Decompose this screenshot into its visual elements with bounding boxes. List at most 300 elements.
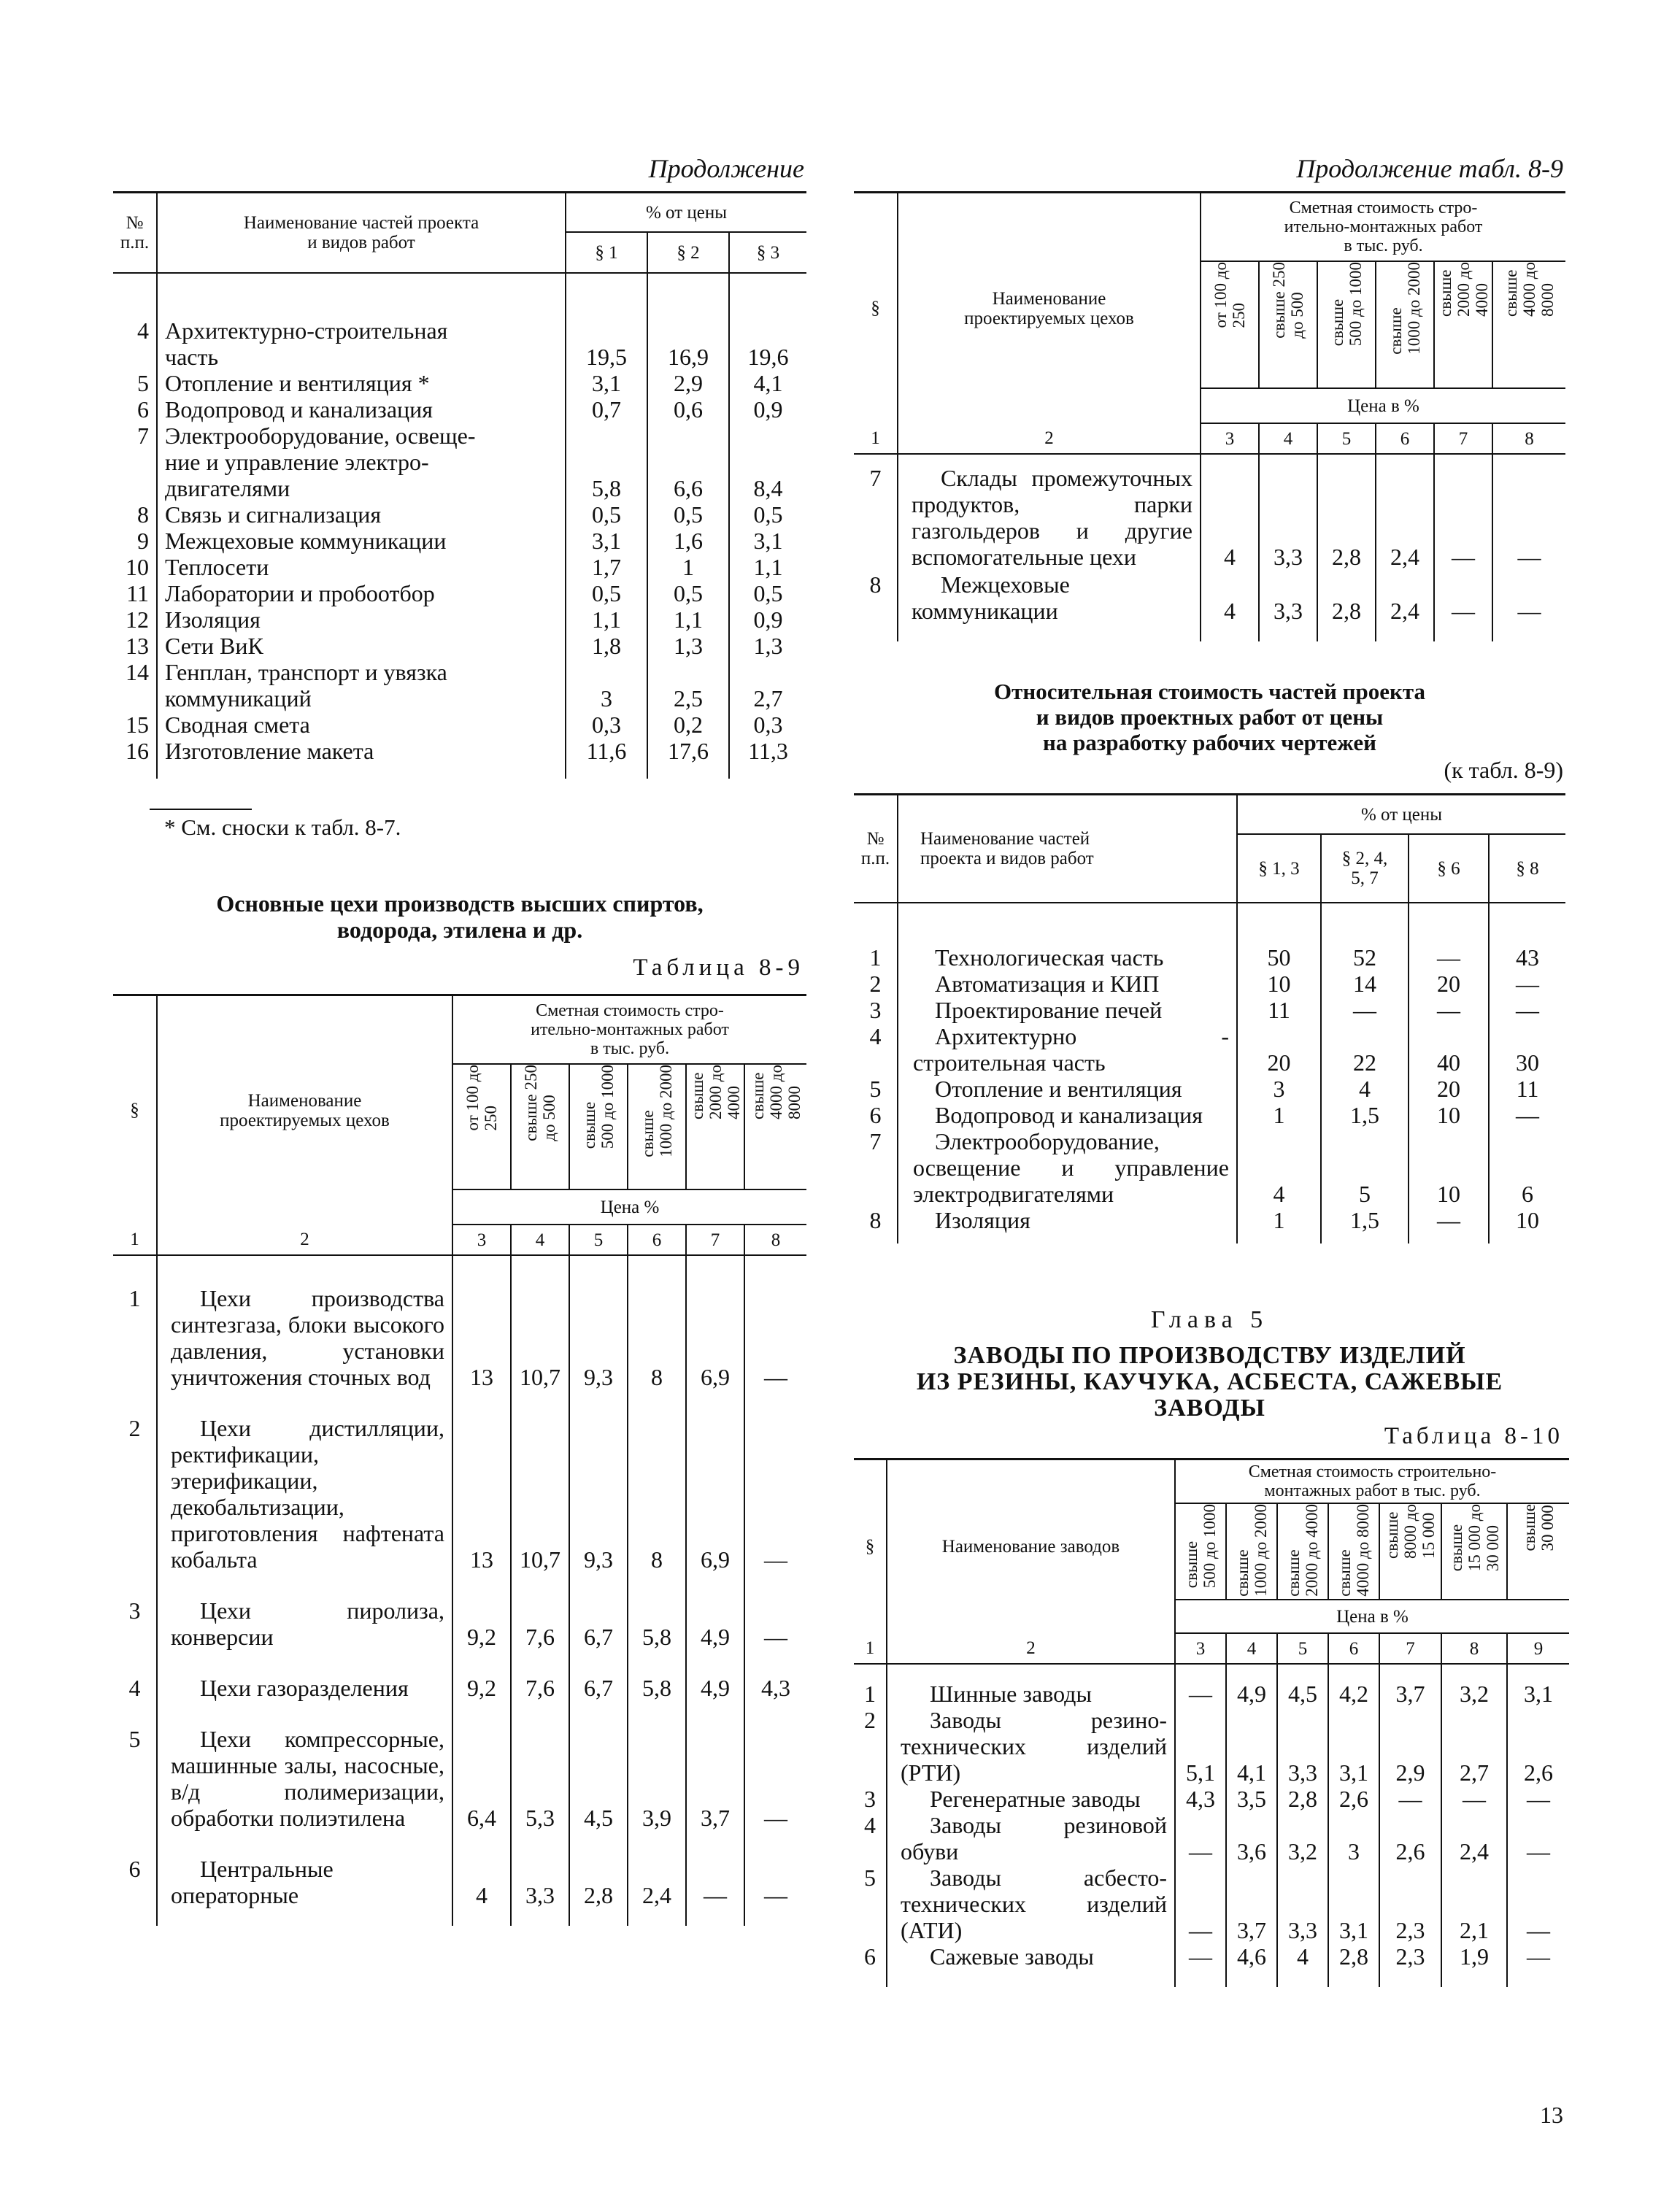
header-c7: свыше 2000 до 4000	[1436, 262, 1491, 317]
header-c4: свыше 1000 до 2000	[1233, 1504, 1270, 1597]
header-price: Цена в %	[1175, 1600, 1569, 1633]
table-row	[113, 501, 806, 528]
value-cell: 19,5	[566, 317, 647, 370]
row-name: Водопровод и канализация	[157, 396, 566, 423]
value-cell: 2,6	[1379, 1812, 1441, 1865]
table-row	[854, 1812, 1569, 1865]
value-cell: 3,7	[686, 1726, 744, 1831]
row-name: Генплан, транспорт и увязка коммуникаций	[157, 659, 566, 712]
column-number: 9	[1507, 1633, 1569, 1664]
value-cell: 2,3	[1379, 1943, 1441, 1970]
table-row	[854, 1681, 1569, 1707]
value-cell: 4,9	[686, 1675, 744, 1701]
row-number: 6	[128, 1856, 141, 1882]
value-cell: 4,1	[1226, 1707, 1277, 1786]
value-cell: 1,1	[729, 554, 806, 580]
value-cell: —	[1321, 997, 1409, 1023]
value-cell: 0,9	[729, 606, 806, 633]
value-cell: 3,3	[1259, 465, 1317, 570]
header-c4: свыше 250 до 500	[522, 1065, 558, 1141]
table-row	[113, 738, 806, 764]
header-c3: свыше 500 до 1000	[1182, 1504, 1219, 1589]
value-cell: 30	[1489, 1023, 1565, 1076]
value-cell: 4	[1201, 465, 1259, 570]
value-cell: 1,1	[566, 606, 647, 633]
value-cell: 14	[1321, 971, 1409, 997]
column-number: 5	[1317, 423, 1376, 454]
header-sec: §	[865, 1537, 875, 1557]
value-cell: 1,6	[647, 528, 729, 554]
table-row	[854, 1207, 1565, 1233]
value-cell: 5	[1321, 1128, 1409, 1207]
row-number: 4	[869, 1023, 882, 1049]
value-cell: 0,3	[729, 712, 806, 738]
value-cell: —	[1434, 465, 1492, 570]
column-number: 3	[452, 1225, 511, 1255]
table-row	[113, 370, 806, 396]
value-cell: —	[1507, 1786, 1569, 1812]
row-name: Шинные заводы	[887, 1681, 1175, 1707]
value-cell: 1	[1237, 1102, 1321, 1128]
value-cell: 22	[1321, 1023, 1409, 1076]
row-number: 2	[869, 971, 882, 997]
value-cell: 9,3	[569, 1415, 628, 1573]
value-cell: —	[1507, 1812, 1569, 1865]
value-cell: 1,3	[729, 633, 806, 659]
page-number: 13	[1540, 2102, 1563, 2128]
row-number: 2	[864, 1707, 876, 1733]
row-number: 8	[869, 1207, 882, 1233]
value-cell: 20	[1409, 971, 1489, 997]
table-8-10-label: Таблица 8-10	[1384, 1423, 1563, 1449]
value-cell: 0,5	[729, 580, 806, 606]
value-cell: 9,2	[452, 1675, 511, 1701]
header-c6: свыше 1000 до 2000	[639, 1065, 675, 1157]
value-cell: —	[1175, 1865, 1226, 1943]
row-number: 7	[869, 465, 882, 491]
row-name: Отопление и вентиляция	[898, 1076, 1237, 1102]
footnote: * См. сноски к табл. 8-7.	[164, 814, 401, 840]
header-c5: свыше 2000 до 4000	[1284, 1504, 1321, 1597]
table-row	[113, 1726, 806, 1831]
value-cell: 2,4	[1376, 465, 1434, 570]
header-name: Наименование частей проекта и видов работ	[898, 795, 1237, 903]
table-row	[854, 944, 1565, 971]
value-cell: 11	[1237, 997, 1321, 1023]
header-name: Наименование частей проекта и видов работ	[157, 193, 566, 273]
row-name: Архитектурно-строительная часть	[157, 317, 566, 370]
value-cell: —	[1489, 1102, 1565, 1128]
row-number: 5	[864, 1865, 876, 1891]
value-cell: 3,6	[1226, 1812, 1277, 1865]
value-cell: 6	[1489, 1128, 1565, 1207]
value-cell: 0,5	[647, 580, 729, 606]
table-row	[113, 580, 806, 606]
table-8-10	[854, 1460, 1569, 1987]
value-cell: 7,6	[511, 1675, 569, 1701]
header-c9: свыше 30 000	[1520, 1504, 1557, 1551]
value-cell: 2,6	[1507, 1707, 1569, 1786]
header-c5: свыше 500 до 1000	[1328, 262, 1365, 347]
value-cell: 2,9	[647, 370, 729, 396]
row-number: 1	[864, 1681, 876, 1707]
value-cell: 4	[1321, 1076, 1409, 1102]
row-name: Сети ВиК	[157, 633, 566, 659]
value-cell: 3	[1237, 1076, 1321, 1102]
value-cell: —	[1175, 1812, 1226, 1865]
header-p3: § 3	[729, 232, 806, 273]
value-cell: —	[744, 1726, 806, 1831]
value-cell: 2,4	[628, 1856, 686, 1908]
value-cell: 4,1	[729, 370, 806, 396]
row-number: 4	[864, 1812, 876, 1838]
value-cell: 4	[1237, 1128, 1321, 1207]
value-cell: 7,6	[511, 1597, 569, 1650]
row-number: 7	[869, 1128, 882, 1154]
row-name: Цехи производства синтезгаза, блоки высокого давления, установки уничтожения сточных вод	[157, 1285, 452, 1390]
value-cell: 0,5	[566, 580, 647, 606]
column-number: 7	[1434, 423, 1492, 454]
value-cell: 3,1	[1507, 1681, 1569, 1707]
value-cell: 4	[1277, 1943, 1328, 1970]
row-name: Заводы асбесто-технических изделий (АТИ)	[887, 1865, 1175, 1943]
row-name: Изоляция	[898, 1207, 1237, 1233]
column-number: 6	[1328, 1633, 1379, 1664]
value-cell: —	[744, 1415, 806, 1573]
column-number: 4	[1226, 1633, 1277, 1664]
value-cell: 2,5	[647, 659, 729, 712]
value-cell: —	[1492, 465, 1565, 570]
row-name: Межцеховые коммуникации	[898, 571, 1201, 624]
row-name: Электрооборудование, освещение и управление электродвигателями	[898, 1128, 1237, 1207]
row-number: 5	[128, 1726, 141, 1752]
value-cell: 8,4	[729, 423, 806, 501]
table-row	[854, 1786, 1569, 1812]
value-cell: 4,5	[569, 1726, 628, 1831]
value-cell: 3,9	[628, 1726, 686, 1831]
value-cell: 20	[1409, 1076, 1489, 1102]
value-cell: —	[1489, 971, 1565, 997]
column-number: 8	[744, 1225, 806, 1255]
value-cell: 0,5	[729, 501, 806, 528]
table-row	[113, 1597, 806, 1650]
value-cell: 3,7	[1226, 1865, 1277, 1943]
row-number: 6	[864, 1943, 876, 1970]
value-cell: 11,6	[566, 738, 647, 764]
value-cell: 19,6	[729, 317, 806, 370]
row-name: Цехи дистилляции, ректификации, этерификации, декобальтизации, приготовления нафтената кобальта	[157, 1415, 452, 1573]
value-cell: —	[1507, 1865, 1569, 1943]
row-number: 4	[128, 1675, 141, 1701]
row-number: 7	[137, 423, 149, 449]
table-8-9-label: Таблица 8-9	[633, 955, 804, 981]
value-cell: 0,7	[566, 396, 647, 423]
row-name: Межцеховые коммуникации	[157, 528, 566, 554]
column-number: 6	[628, 1225, 686, 1255]
value-cell: —	[1379, 1786, 1441, 1812]
value-cell: 2,8	[569, 1856, 628, 1908]
value-cell: 4,5	[1277, 1681, 1328, 1707]
row-number: 11	[126, 580, 149, 606]
row-number: 13	[126, 633, 149, 659]
value-cell: 4,9	[686, 1597, 744, 1650]
row-name: Отопление и вентиляция *	[157, 370, 566, 396]
row-number: 3	[869, 997, 882, 1023]
table-row	[113, 633, 806, 659]
continuation-label-right: Продолжение табл. 8-9	[1296, 154, 1563, 183]
value-cell: 1,3	[647, 633, 729, 659]
value-cell: —	[1409, 997, 1489, 1023]
value-cell: 3,1	[1328, 1865, 1379, 1943]
value-cell: 1,1	[647, 606, 729, 633]
table-row	[854, 571, 1565, 624]
header-name: Наименование заводов	[887, 1460, 1175, 1633]
header-price: Цена в %	[1201, 388, 1565, 423]
value-cell: 11	[1489, 1076, 1565, 1102]
column-number: 2	[887, 1633, 1175, 1664]
row-name: Цехи газоразделения	[157, 1675, 452, 1701]
table-row	[113, 554, 806, 580]
value-cell: 1	[647, 554, 729, 580]
table-row	[854, 997, 1565, 1023]
header-name: Наименование проектируемых цехов	[157, 996, 452, 1225]
header-c8: свыше 4000 до 8000	[748, 1065, 804, 1119]
header-p2: § 2	[647, 232, 729, 273]
row-number: 3	[128, 1597, 141, 1624]
value-cell: 43	[1489, 944, 1565, 971]
row-name: Лаборатории и пробоотбор	[157, 580, 566, 606]
value-cell: 6,9	[686, 1415, 744, 1573]
value-cell: —	[744, 1856, 806, 1908]
header-c3: от 100 до 250	[1211, 262, 1248, 328]
value-cell: 1,5	[1321, 1102, 1409, 1128]
column-number: 1	[854, 423, 898, 454]
row-number: 4	[137, 317, 149, 344]
value-cell: 9,3	[569, 1285, 628, 1390]
table-8-9-continuation	[854, 193, 1565, 641]
column-number: 2	[898, 423, 1201, 454]
relative-table-ref: (к табл. 8-9)	[1444, 757, 1563, 783]
value-cell: 2,8	[1317, 465, 1376, 570]
row-number: 2	[128, 1415, 141, 1441]
header-p3: § 6	[1409, 834, 1489, 903]
value-cell: 52	[1321, 944, 1409, 971]
row-name: Центральные операторные	[157, 1856, 452, 1908]
row-number: 1	[128, 1285, 141, 1311]
table-row	[113, 317, 806, 370]
header-c6: свыше 1000 до 2000	[1387, 262, 1423, 355]
value-cell: 4,2	[1328, 1681, 1379, 1707]
row-name: Проектирование печей	[898, 997, 1237, 1023]
header-p1: § 1, 3	[1237, 834, 1321, 903]
value-cell: —	[744, 1597, 806, 1650]
value-cell: 10,7	[511, 1285, 569, 1390]
value-cell: 2,7	[1441, 1707, 1507, 1786]
value-cell: 10,7	[511, 1415, 569, 1573]
row-name: Цехи пиролиза, конверсии	[157, 1597, 452, 1650]
value-cell: —	[1409, 1207, 1489, 1233]
row-number: 8	[137, 501, 149, 528]
header-num: № п.п.	[113, 193, 157, 273]
value-cell: 4	[1201, 571, 1259, 624]
row-number: 6	[869, 1102, 882, 1128]
column-number: 4	[511, 1225, 569, 1255]
table-row	[113, 396, 806, 423]
table-row	[854, 1943, 1569, 1970]
row-number: 12	[126, 606, 149, 633]
header-sec: §	[871, 298, 880, 318]
value-cell: 0,6	[647, 396, 729, 423]
value-cell: 5,8	[628, 1597, 686, 1650]
value-cell: 3,1	[729, 528, 806, 554]
table-row	[854, 1023, 1565, 1076]
value-cell: —	[1175, 1681, 1226, 1707]
value-cell: 9,2	[452, 1597, 511, 1650]
relative-table-title: Относительная стоимость частей проекта и видов проектных работ от цены на разработку рабочих чертежей	[994, 679, 1425, 755]
table-row	[113, 1675, 806, 1701]
column-number: 2	[157, 1225, 452, 1255]
value-cell: —	[1489, 997, 1565, 1023]
value-cell: 3,5	[1226, 1786, 1277, 1812]
row-name: Заводы резиновой обуви	[887, 1812, 1175, 1865]
row-name: Сажевые заводы	[887, 1943, 1175, 1970]
value-cell: 8	[628, 1415, 686, 1573]
table-row	[113, 712, 806, 738]
row-name: Технологическая часть	[898, 944, 1237, 971]
header-sec: §	[130, 1100, 139, 1120]
table-row	[854, 1865, 1569, 1943]
value-cell: 10	[1409, 1128, 1489, 1207]
value-cell: 5,3	[511, 1726, 569, 1831]
value-cell: 3	[566, 659, 647, 712]
value-cell: 0,2	[647, 712, 729, 738]
value-cell: 2,9	[1379, 1707, 1441, 1786]
value-cell: 2,4	[1441, 1812, 1507, 1865]
header-cost: Сметная стоимость стро- ительно-монтажных работ в тыс. руб.	[1201, 193, 1565, 261]
value-cell: 3,1	[566, 528, 647, 554]
value-cell: —	[1434, 571, 1492, 624]
value-cell: 3	[1328, 1812, 1379, 1865]
value-cell: 1,9	[1441, 1943, 1507, 1970]
continuation-label-left: Продолжение	[648, 154, 804, 183]
value-cell: 2,8	[1328, 1943, 1379, 1970]
header-p2: § 2, 4, 5, 7	[1321, 834, 1409, 903]
table-row	[854, 971, 1565, 997]
value-cell: 2,7	[729, 659, 806, 712]
value-cell: 5,8	[628, 1675, 686, 1701]
chapter-label: Глава 5	[1150, 1306, 1269, 1333]
row-name: Регенератные заводы	[887, 1786, 1175, 1812]
header-c7: свыше 8000 до 15 000	[1383, 1504, 1438, 1559]
value-cell: —	[1441, 1786, 1507, 1812]
chapter-title: ЗАВОДЫ ПО ПРОИЗВОДСТВУ ИЗДЕЛИЙ ИЗ РЕЗИНЫ, КАУЧУКА, АСБЕСТА, САЖЕВЫЕ ЗАВОДЫ	[916, 1342, 1503, 1422]
header-p4: § 8	[1489, 834, 1565, 903]
column-number: 8	[1441, 1633, 1507, 1664]
value-cell: 1	[1237, 1207, 1321, 1233]
relative-table	[854, 795, 1565, 1243]
value-cell: 17,6	[647, 738, 729, 764]
footnote-rule	[150, 809, 252, 810]
value-cell: 16,9	[647, 317, 729, 370]
value-cell: —	[1507, 1943, 1569, 1970]
row-name: Цехи компрессорные, машинные залы, насосные, в/д полимеризации, обработки полиэтилена	[157, 1726, 452, 1831]
row-number: 5	[869, 1076, 882, 1102]
table-row	[854, 1102, 1565, 1128]
value-cell: 1,5	[1321, 1207, 1409, 1233]
table-row	[113, 1415, 806, 1573]
row-number: 5	[137, 370, 149, 396]
row-name: Автоматизация и КИП	[898, 971, 1237, 997]
value-cell: 13	[452, 1285, 511, 1390]
table-row	[113, 1285, 806, 1390]
row-name: Сводная смета	[157, 712, 566, 738]
value-cell: 3,3	[1277, 1865, 1328, 1943]
row-name: Водопровод и канализация	[898, 1102, 1237, 1128]
value-cell: 0,5	[566, 501, 647, 528]
column-number: 5	[569, 1225, 628, 1255]
value-cell: 10	[1489, 1207, 1565, 1233]
table-row	[113, 423, 806, 501]
value-cell: 4,9	[1226, 1681, 1277, 1707]
row-number: 15	[126, 712, 149, 738]
value-cell: 3,2	[1277, 1812, 1328, 1865]
value-cell: 5,8	[566, 423, 647, 501]
column-number: 7	[686, 1225, 744, 1255]
column-number: 8	[1492, 423, 1565, 454]
value-cell: 1,8	[566, 633, 647, 659]
column-number: 4	[1259, 423, 1317, 454]
column-number: 7	[1379, 1633, 1441, 1664]
value-cell: —	[686, 1856, 744, 1908]
value-cell: 5,1	[1175, 1707, 1226, 1786]
value-cell: —	[744, 1285, 806, 1390]
column-numbers	[854, 1633, 1569, 1664]
value-cell: —	[1492, 571, 1565, 624]
header-p1: § 1	[566, 232, 647, 273]
value-cell: 4,3	[1175, 1786, 1226, 1812]
value-cell: 4,6	[1226, 1943, 1277, 1970]
value-cell: 11,3	[729, 738, 806, 764]
value-cell: 20	[1237, 1023, 1321, 1076]
table-8-9	[113, 996, 806, 1926]
header-c3: от 100 до 250	[463, 1065, 500, 1131]
row-number: 16	[126, 738, 149, 764]
value-cell: 40	[1409, 1023, 1489, 1076]
row-name: Связь и сигнализация	[157, 501, 566, 528]
table-row	[854, 1076, 1565, 1102]
table-row	[113, 528, 806, 554]
row-number: 14	[126, 659, 149, 685]
header-c8: свыше 4000 до 8000	[1502, 262, 1557, 317]
value-cell: 2,6	[1328, 1786, 1379, 1812]
value-cell: 2,3	[1379, 1865, 1441, 1943]
table-row	[113, 606, 806, 633]
header-cost: Сметная стоимость строительно- монтажных работ в тыс. руб.	[1175, 1460, 1569, 1503]
row-number: 6	[137, 396, 149, 423]
value-cell: 4	[452, 1856, 511, 1908]
value-cell: 2,8	[1317, 571, 1376, 624]
header-c7: свыше 2000 до 4000	[687, 1065, 743, 1119]
row-number: 1	[869, 944, 882, 971]
header-c5: свыше 500 до 1000	[580, 1065, 617, 1149]
value-cell: 0,5	[647, 501, 729, 528]
table-row	[113, 659, 806, 712]
value-cell: 8	[628, 1285, 686, 1390]
row-name: Теплосети	[157, 554, 566, 580]
value-cell: 3,2	[1441, 1681, 1507, 1707]
row-name: Архитектурно - строительная часть	[898, 1023, 1237, 1076]
row-name: Изоляция	[157, 606, 566, 633]
